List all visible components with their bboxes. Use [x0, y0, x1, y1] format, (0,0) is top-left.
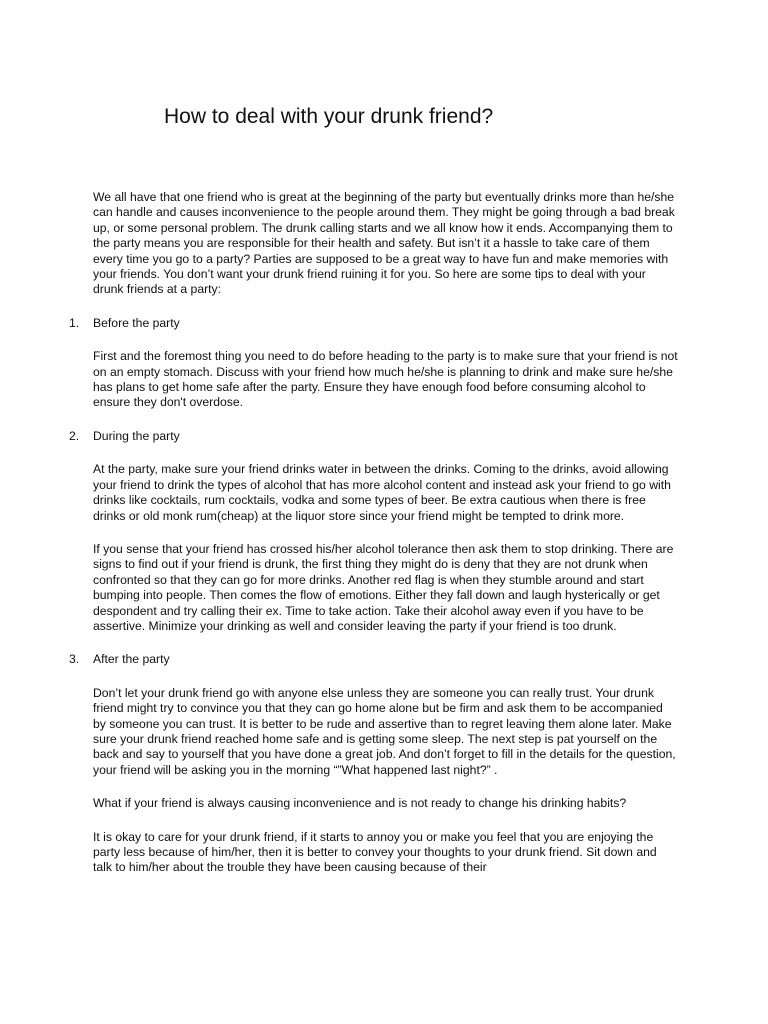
section-2-paragraph-1: At the party, make sure your friend drinks water in between the drinks. Coming to the drinks, avoid allowing your friend to drink the types of alcohol that has more alcohol content and instead ask your friend to go with drinks like cocktails, rum cocktails, vodka and some types of beer. Be extra cautious when there is free drinks or old monk rum(cheap) at the liquor store since your friend might be tempted to drink more.: [93, 462, 671, 523]
section-3-paragraph-3: It is okay to care for your drunk friend, if it starts to annoy you or make you feel that you are enjoying the party less because of him/her, then it is better to convey your thoughts to your drunk friend. Sit down and talk to him/her about the trouble they have been causing because of their: [93, 829, 657, 875]
section-title-3: After the party: [93, 652, 170, 667]
page-title: How to deal with your drunk friend?: [164, 105, 494, 128]
section-3-paragraph-1: Don’t let your drunk friend go with anyone else unless they are someone you can really trust. Your drunk friend might try to convince you that they can go home alone but be firm and ask them to be accompanied by someone you can trust. It is better to be rude and assertive than to regret leaving them alone later. Make sure your drunk friend reached home safe and is getting some sleep. The next step is pat yourself on the back and say to yourself that you have done a great job. And don’t forget to fill in the details for the question, your friend will be asking you in the morning “”What happened last night?” .: [93, 685, 676, 777]
section-title-2: During the party: [93, 428, 180, 443]
section-title-1: Before the party: [93, 315, 180, 330]
document-body: [69, 190, 678, 894]
section-number-1: 1.: [69, 315, 80, 330]
section-3-paragraph-2: What if your friend is always causing inconvenience and is not ready to change his drinking habits?: [93, 796, 627, 811]
section-1-paragraph-1: First and the foremost thing you need to do before heading to the party is to make sure that your friend is not on an empty stomach. Discuss with your friend how much he/she is planning to drink and make sure he/she has plans to get home safe after the party. Ensure they have enough food before consuming alcohol to ensure they don't overdose.: [93, 349, 678, 410]
section-2-paragraph-2: If you sense that your friend has crossed his/her alcohol tolerance then ask them to stop drinking. There are signs to find out if your friend is drunk, the first thing they might do is deny that they are not drunk when confronted so that they can go for more drinks. Another red flag is when they stumble around and start bumping into people. Then comes the flow of emotions. Either they fall down and laugh hysterically or get despondent and try calling their ex. Time to take action. Take their alcohol away even if you have to be assertive. Minimize your drinking as well and consider leaving the party if your friend is too drunk.: [93, 541, 674, 633]
section-heading-1: [69, 315, 678, 331]
section-heading-3: [69, 652, 678, 667]
section-heading-2: [69, 428, 678, 444]
section-number-2: 2.: [69, 428, 80, 443]
intro-paragraph: We all have that one friend who is great at the beginning of the party but eventually drinks more than he/she can handle and causes inconvenience to the people around them. They might be going through a bad break up, or some personal problem. The drunk calling starts and we all know how it ends. Accompanying them to the party means you are responsible for their health and safety. But isn’t it a hassle to take care of them every time you go to a party? Parties are supposed to be a great way to have fun and make memories with your friends. You don’t want your drunk friend ruining it for you. So here are some tips to deal with your drunk friends at a party:: [93, 190, 675, 297]
section-number-3: 3.: [69, 652, 80, 667]
